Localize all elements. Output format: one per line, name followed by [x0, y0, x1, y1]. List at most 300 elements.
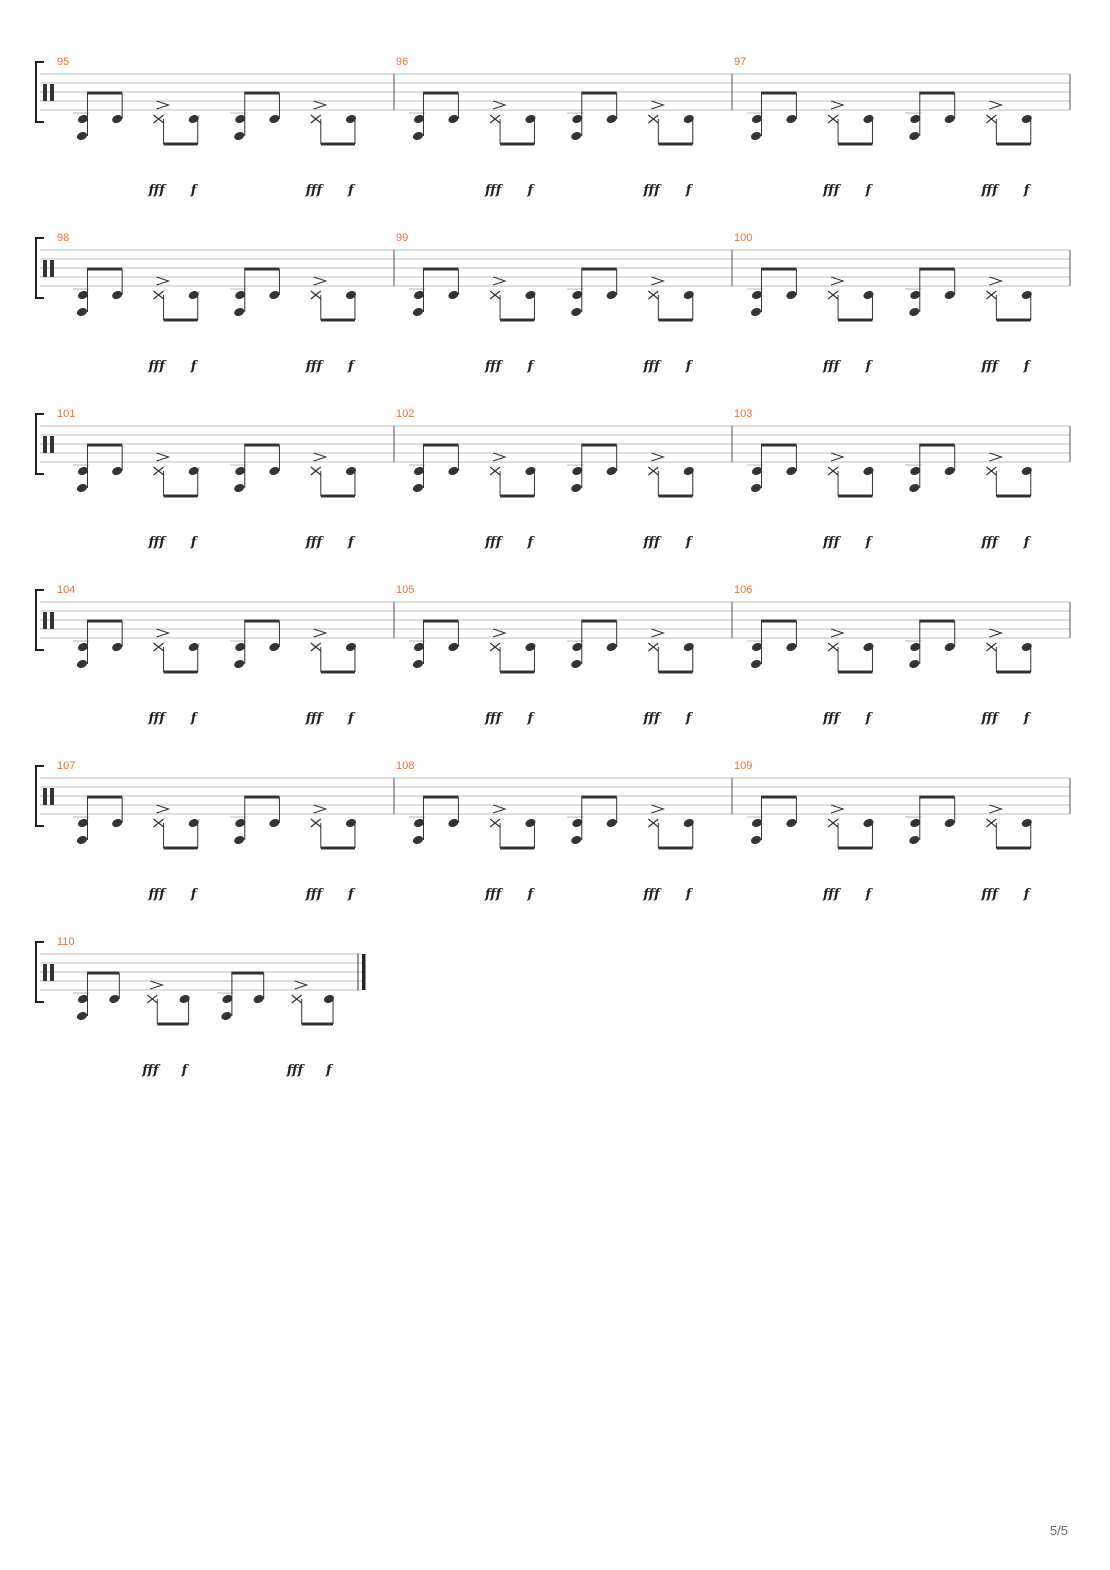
page-number: 5/5: [1049, 1523, 1068, 1538]
cross-notehead: [311, 643, 321, 651]
dynamic-loud: fff: [981, 711, 998, 726]
measure: [57, 408, 394, 550]
system-1: [36, 56, 1070, 198]
dynamic-normal: f: [190, 711, 197, 726]
percussion-clef: [50, 788, 54, 805]
beam: [231, 972, 263, 975]
accent-mark: [295, 981, 307, 989]
accent-mark: [831, 277, 843, 285]
cross-notehead: [311, 819, 321, 827]
cross-notehead: [986, 115, 996, 123]
beam: [761, 796, 796, 799]
dynamic-normal: f: [865, 887, 872, 902]
notehead: [605, 818, 617, 829]
cross-notehead: [490, 115, 500, 123]
dynamic-normal: f: [527, 183, 534, 198]
accent-mark: [831, 453, 843, 461]
cross-notehead: [311, 467, 321, 475]
notehead: [111, 642, 123, 653]
beam: [581, 92, 616, 95]
kick-notehead: [76, 131, 88, 142]
kick-notehead: [76, 835, 88, 846]
dynamic-loud: fff: [148, 887, 165, 902]
cross-notehead: [828, 819, 838, 827]
kick-notehead: [233, 307, 245, 318]
kick-notehead: [233, 659, 245, 670]
notehead: [268, 290, 280, 301]
measure-number: 102: [396, 408, 415, 420]
measure-number: 98: [57, 232, 70, 244]
beam: [423, 268, 458, 271]
kick-notehead: [76, 307, 88, 318]
cross-notehead: [986, 291, 996, 299]
accent-mark: [157, 805, 169, 813]
accent-mark: [831, 629, 843, 637]
accent-mark: [989, 453, 1001, 461]
beam: [500, 495, 534, 498]
beam: [321, 671, 355, 674]
system-2: [36, 232, 1070, 374]
kick-notehead: [412, 483, 424, 494]
cross-notehead: [292, 995, 302, 1003]
beam: [244, 620, 279, 623]
beam: [838, 143, 872, 146]
kick-notehead: [570, 131, 582, 142]
dynamic-loud: fff: [823, 183, 840, 198]
accent-mark: [314, 277, 326, 285]
beam: [87, 444, 122, 447]
beam: [164, 847, 198, 850]
kick-notehead: [76, 483, 88, 494]
dynamic-loud: fff: [823, 535, 840, 550]
dynamic-normal: f: [527, 359, 534, 374]
dynamic-loud: fff: [142, 1063, 159, 1078]
dynamic-loud: fff: [981, 887, 998, 902]
measure-number: 104: [57, 584, 76, 596]
dynamic-loud: fff: [643, 359, 660, 374]
kick-notehead: [908, 131, 920, 142]
dynamic-loud: fff: [981, 183, 998, 198]
dynamic-normal: f: [347, 535, 354, 550]
notehead: [605, 466, 617, 477]
system-4: [36, 584, 1070, 726]
beam: [423, 444, 458, 447]
beam: [87, 972, 119, 975]
accent-mark: [157, 101, 169, 109]
beam: [761, 268, 796, 271]
accent-mark: [314, 453, 326, 461]
accent-mark: [989, 805, 1001, 813]
dynamic-normal: f: [527, 711, 534, 726]
measure-number: 96: [396, 56, 409, 68]
dynamic-loud: fff: [643, 887, 660, 902]
kick-notehead: [220, 1011, 232, 1022]
accent-mark: [150, 981, 162, 989]
beam: [658, 319, 692, 322]
cross-notehead: [986, 643, 996, 651]
cross-notehead: [154, 115, 164, 123]
measure: [57, 584, 394, 726]
beam: [919, 268, 954, 271]
notehead: [268, 642, 280, 653]
beam: [244, 796, 279, 799]
measure: [57, 232, 394, 374]
accent-mark: [493, 805, 505, 813]
cross-notehead: [828, 643, 838, 651]
dynamic-loud: fff: [286, 1063, 304, 1078]
kick-notehead: [750, 483, 762, 494]
accent-mark: [493, 101, 505, 109]
kick-notehead: [412, 835, 424, 846]
measure: [734, 408, 1070, 550]
accent-mark: [651, 805, 663, 813]
dynamic-normal: f: [1023, 711, 1030, 726]
notehead: [943, 642, 955, 653]
accent-mark: [493, 453, 505, 461]
dynamic-loud: fff: [305, 183, 323, 198]
accent-mark: [651, 629, 663, 637]
dynamic-normal: f: [190, 183, 197, 198]
dynamic-loud: fff: [823, 359, 840, 374]
kick-notehead: [750, 307, 762, 318]
cross-notehead: [828, 467, 838, 475]
beam: [761, 620, 796, 623]
accent-mark: [314, 101, 326, 109]
measure: [396, 56, 732, 198]
percussion-clef: [50, 84, 54, 101]
cross-notehead: [311, 291, 321, 299]
notehead: [447, 642, 459, 653]
final-barline-thick: [362, 954, 366, 990]
accent-mark: [989, 277, 1001, 285]
measure: [396, 584, 732, 726]
dynamic-normal: f: [181, 1063, 188, 1078]
dynamic-loud: fff: [823, 711, 840, 726]
dynamic-loud: fff: [643, 711, 660, 726]
kick-notehead: [412, 307, 424, 318]
measure: [396, 232, 732, 374]
notehead: [252, 994, 264, 1005]
kick-notehead: [570, 835, 582, 846]
accent-mark: [831, 101, 843, 109]
measure-number: 100: [734, 232, 753, 244]
kick-notehead: [570, 307, 582, 318]
cross-notehead: [986, 819, 996, 827]
percussion-clef: [43, 964, 47, 981]
beam: [423, 620, 458, 623]
beam: [996, 847, 1030, 850]
dynamic-normal: f: [190, 535, 197, 550]
cross-notehead: [490, 291, 500, 299]
beam: [919, 444, 954, 447]
kick-notehead: [570, 483, 582, 494]
beam: [423, 796, 458, 799]
dynamic-loud: fff: [643, 535, 660, 550]
beam: [302, 1023, 333, 1026]
percussion-clef: [50, 964, 54, 981]
cross-notehead: [648, 819, 658, 827]
cross-notehead: [490, 467, 500, 475]
beam: [658, 495, 692, 498]
beam: [87, 92, 122, 95]
notehead: [605, 290, 617, 301]
kick-notehead: [233, 483, 245, 494]
beam: [164, 143, 198, 146]
dynamic-loud: fff: [305, 535, 323, 550]
measure-number: 107: [57, 760, 76, 772]
cross-notehead: [147, 995, 157, 1003]
beam: [244, 92, 279, 95]
dynamic-normal: f: [685, 887, 692, 902]
cross-notehead: [311, 115, 321, 123]
percussion-clef: [50, 612, 54, 629]
notehead: [785, 466, 797, 477]
beam: [581, 268, 616, 271]
accent-mark: [157, 277, 169, 285]
accent-mark: [831, 805, 843, 813]
beam: [581, 444, 616, 447]
beam: [500, 847, 534, 850]
measure-number: 101: [57, 408, 76, 420]
kick-notehead: [750, 131, 762, 142]
dynamic-normal: f: [527, 535, 534, 550]
cross-notehead: [154, 819, 164, 827]
dynamic-loud: fff: [305, 887, 323, 902]
beam: [838, 671, 872, 674]
dynamic-normal: f: [685, 711, 692, 726]
notehead: [943, 290, 955, 301]
notehead: [111, 466, 123, 477]
kick-notehead: [76, 659, 88, 670]
measure-number: 97: [734, 56, 747, 68]
dynamic-loud: fff: [485, 183, 502, 198]
dynamic-normal: f: [326, 1063, 332, 1078]
notehead: [447, 114, 459, 125]
dynamic-normal: f: [1023, 359, 1030, 374]
notehead: [268, 818, 280, 829]
notehead: [785, 290, 797, 301]
beam: [321, 319, 355, 322]
beam: [838, 495, 872, 498]
beam: [321, 495, 355, 498]
notehead: [943, 114, 955, 125]
dynamic-normal: f: [865, 535, 872, 550]
beam: [164, 495, 198, 498]
kick-notehead: [233, 835, 245, 846]
beam: [996, 495, 1030, 498]
dynamic-loud: fff: [148, 359, 165, 374]
measure: [57, 936, 366, 1078]
dynamic-normal: f: [1023, 183, 1030, 198]
measure: [57, 760, 394, 902]
beam: [838, 847, 872, 850]
notehead: [785, 818, 797, 829]
dynamic-normal: f: [685, 359, 692, 374]
beam: [321, 143, 355, 146]
beam: [658, 671, 692, 674]
notehead: [785, 642, 797, 653]
beam: [244, 268, 279, 271]
beam: [919, 620, 954, 623]
accent-mark: [493, 277, 505, 285]
beam: [500, 319, 534, 322]
dynamic-loud: fff: [305, 711, 323, 726]
percussion-clef: [50, 436, 54, 453]
cross-notehead: [648, 115, 658, 123]
measure-number: 108: [396, 760, 415, 772]
accent-mark: [651, 101, 663, 109]
dynamic-normal: f: [865, 183, 872, 198]
percussion-clef: [43, 436, 47, 453]
cross-notehead: [154, 643, 164, 651]
notehead: [268, 466, 280, 477]
kick-notehead: [570, 659, 582, 670]
measure: [734, 760, 1070, 902]
notehead: [268, 114, 280, 125]
accent-mark: [651, 453, 663, 461]
notehead: [111, 114, 123, 125]
beam: [87, 620, 122, 623]
accent-mark: [314, 805, 326, 813]
dynamic-loud: fff: [485, 535, 502, 550]
beam: [164, 671, 198, 674]
measure-number: 95: [57, 56, 70, 68]
measure: [57, 56, 394, 198]
measure-number: 110: [57, 936, 75, 948]
beam: [581, 620, 616, 623]
beam: [761, 92, 796, 95]
dynamic-normal: f: [190, 359, 197, 374]
measure-number: 106: [734, 584, 753, 596]
dynamic-loud: fff: [148, 535, 165, 550]
accent-mark: [157, 629, 169, 637]
beam: [244, 444, 279, 447]
notehead: [447, 290, 459, 301]
kick-notehead: [908, 659, 920, 670]
measure: [734, 232, 1070, 374]
accent-mark: [651, 277, 663, 285]
beam: [996, 671, 1030, 674]
notehead: [447, 818, 459, 829]
notehead: [943, 818, 955, 829]
cross-notehead: [648, 291, 658, 299]
measure: [396, 408, 732, 550]
dynamic-loud: fff: [485, 359, 502, 374]
dynamic-loud: fff: [981, 359, 998, 374]
dynamic-loud: fff: [485, 887, 502, 902]
dynamic-normal: f: [347, 183, 354, 198]
accent-mark: [989, 629, 1001, 637]
kick-notehead: [908, 307, 920, 318]
system-3: [36, 408, 1070, 550]
beam: [919, 796, 954, 799]
notehead: [447, 466, 459, 477]
notehead: [111, 290, 123, 301]
notehead: [108, 994, 120, 1005]
percussion-clef: [43, 788, 47, 805]
dynamic-loud: fff: [823, 887, 840, 902]
accent-mark: [157, 453, 169, 461]
accent-mark: [314, 629, 326, 637]
cross-notehead: [828, 115, 838, 123]
beam: [838, 319, 872, 322]
dynamic-loud: fff: [148, 711, 165, 726]
beam: [321, 847, 355, 850]
cross-notehead: [828, 291, 838, 299]
cross-notehead: [154, 467, 164, 475]
beam: [996, 319, 1030, 322]
kick-notehead: [76, 1011, 88, 1022]
dynamic-loud: fff: [148, 183, 165, 198]
notehead: [605, 114, 617, 125]
cross-notehead: [490, 819, 500, 827]
beam: [423, 92, 458, 95]
beam: [761, 444, 796, 447]
beam: [87, 268, 122, 271]
dynamic-normal: f: [347, 887, 354, 902]
percussion-clef: [43, 84, 47, 101]
system-6: [36, 936, 366, 1078]
notehead: [785, 114, 797, 125]
kick-notehead: [908, 835, 920, 846]
measure: [396, 760, 732, 902]
kick-notehead: [412, 131, 424, 142]
beam: [164, 319, 198, 322]
dynamic-loud: fff: [305, 359, 323, 374]
cross-notehead: [986, 467, 996, 475]
beam: [658, 143, 692, 146]
dynamic-normal: f: [685, 183, 692, 198]
measure-number: 103: [734, 408, 753, 420]
dynamic-normal: f: [1023, 535, 1030, 550]
accent-mark: [493, 629, 505, 637]
measure-number: 105: [396, 584, 415, 596]
kick-notehead: [908, 483, 920, 494]
dynamic-normal: f: [347, 711, 354, 726]
cross-notehead: [648, 467, 658, 475]
dynamic-normal: f: [527, 887, 534, 902]
beam: [87, 796, 122, 799]
dynamic-normal: f: [865, 359, 872, 374]
measure-number: 109: [734, 760, 753, 772]
notehead: [943, 466, 955, 477]
kick-notehead: [750, 835, 762, 846]
percussion-clef: [43, 260, 47, 277]
dynamic-normal: f: [865, 711, 872, 726]
cross-notehead: [154, 291, 164, 299]
measure: [734, 584, 1070, 726]
beam: [919, 92, 954, 95]
dynamic-loud: fff: [485, 711, 502, 726]
dynamic-normal: f: [347, 359, 354, 374]
cross-notehead: [490, 643, 500, 651]
percussion-clef: [43, 612, 47, 629]
beam: [658, 847, 692, 850]
beam: [157, 1023, 188, 1026]
dynamic-loud: fff: [643, 183, 660, 198]
measure: [734, 56, 1070, 198]
dynamic-normal: f: [685, 535, 692, 550]
notehead: [111, 818, 123, 829]
percussion-clef: [50, 260, 54, 277]
beam: [581, 796, 616, 799]
kick-notehead: [412, 659, 424, 670]
dynamic-normal: f: [1023, 887, 1030, 902]
dynamic-loud: fff: [981, 535, 998, 550]
dynamic-normal: f: [190, 887, 197, 902]
system-5: [36, 760, 1070, 902]
kick-notehead: [750, 659, 762, 670]
